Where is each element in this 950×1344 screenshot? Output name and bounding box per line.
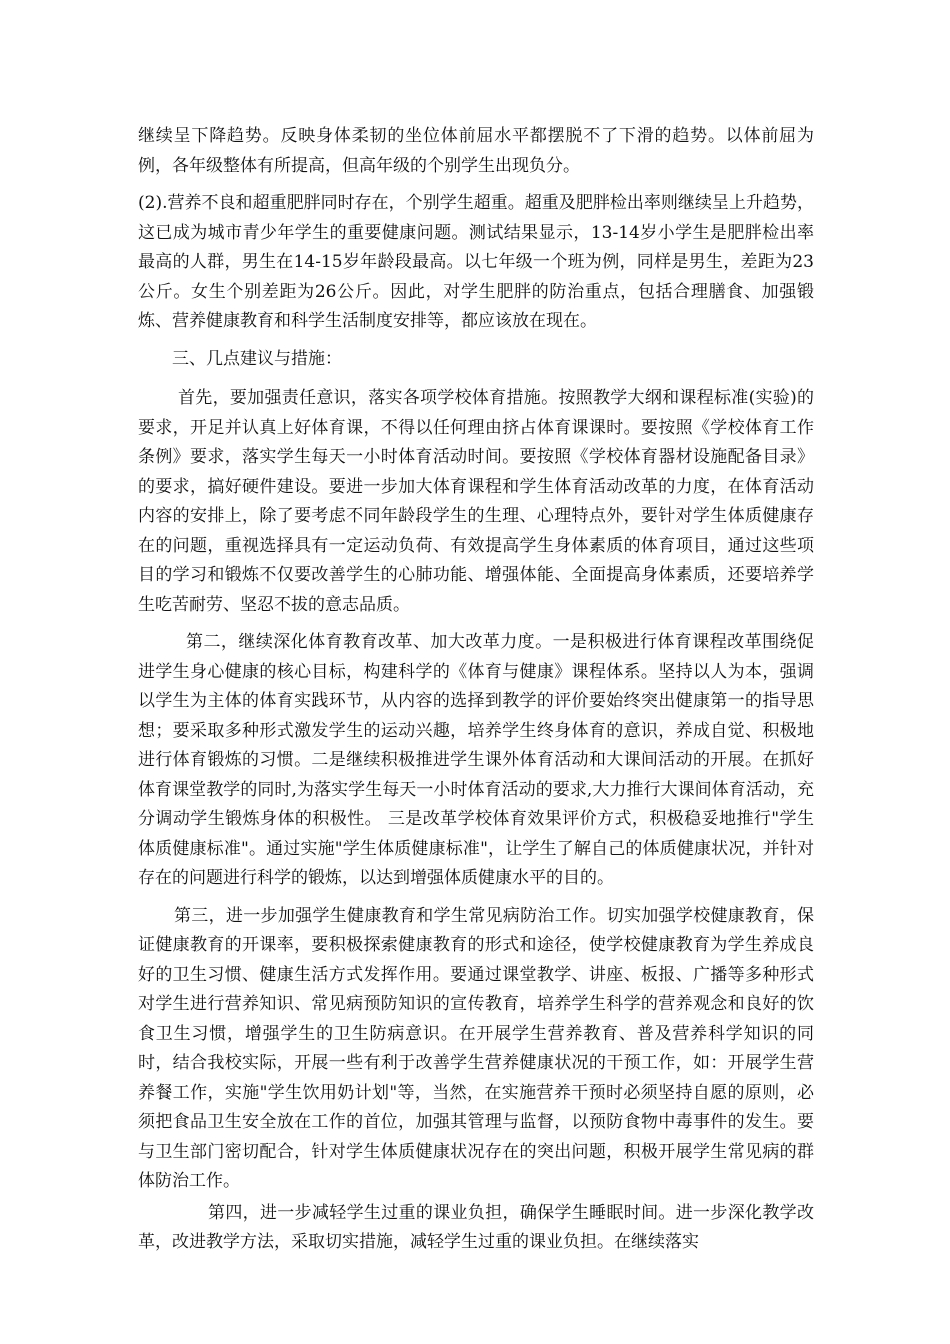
section-heading-suggestions: 三、几点建议与措施： [172, 348, 342, 369]
document-page [138, 122, 814, 1266]
paragraph-first-measure: 首先，要加强责任意识，落实各项学校体育措施。按照教学大纲和课程标准(实验)的要求，开足并认真上好体育课，不得以任何理由挤占体育课课时。要按照《学校体育工作条例》要求，落实学生每天一小时体育活动时间。要按照《学校体育器材设施配备目录》的要求，搞好硬件建设。要进一步加大体育课程和学生体育活动改革的力度，在体育活动内容的安排上，除了要考虑不同年龄段学生的生理、心理特点外，要针对学生体质健康存在的问题，重视选择具有一定运动负荷、有效提高学生身体素质的体育项目，通过这些项目的学习和锻炼不仅要改善学生的心肺功能、增强体能、全面提高身体素质，还要培养学生吃苦耐劳、坚忍不拔的意志品质。 [138, 388, 814, 615]
paragraph-fourth-measure: 第四，进一步减轻学生过重的课业负担，确保学生睡眠时间。进一步深化教学改革，改进教学方法，采取切实措施，减轻学生过重的课业负担。在继续落实 [138, 1202, 814, 1252]
paragraph-obesity: (2).营养不良和超重肥胖同时存在，个别学生超重。超重及肥胖检出率则继续呈上升趋势，这已成为城市青少年学生的重要健康问题。测试结果显示，13-14岁小学生是肥胖检出率最高的人群，男生在14-15岁年龄段最高。以七年级一个班为例，同样是男生，差距为23公斤。女生个别差距为26公斤。因此，对学生肥胖的防治重点，包括合理膳食、加强锻炼、营养健康教育和科学生活制度安排等，都应该放在现在。 [138, 193, 814, 331]
paragraph-flexibility-trend: 继续呈下降趋势。反映身体柔韧的坐位体前屈水平都摆脱不了下滑的趋势。以体前屈为例，各年级整体有所提高，但高年级的个别学生出现负分。 [138, 126, 814, 176]
paragraph-second-measure: 第二，继续深化体育教育改革、加大改革力度。一是积极进行体育课程改革围绕促进学生身心健康的核心目标，构建科学的《体育与健康》课程体系。坚持以人为本，强调以学生为主体的体育实践环节，从内容的选择到教学的评价要始终突出健康第一的指导思想；要采取多种形式激发学生的运动兴趣，培养学生终身体育的意识，养成自觉、积极地进行体育锻炼的习惯。二是继续积极推进学生课外体育活动和大课间活动的开展。在抓好体育课堂教学的同时,为落实学生每天一小时体育活动的要求,大力推行大课间体育活动，充分调动学生锻炼身体的积极性。 三是改革学校体育效果评价方式，积极稳妥地推行"学生体质健康标准"。通过实施"学生体质健康标准"，让学生了解自己的体质健康状况，并针对存在的问题进行科学的锻炼，以达到增强体质健康水平的目的。 [138, 632, 814, 888]
paragraph-third-measure: 第三，进一步加强学生健康教育和学生常见病防治工作。切实加强学校健康教育，保证健康教育的开课率，要积极探索健康教育的形式和途径，使学校健康教育为学生养成良好的卫生习惯、健康生活方式发挥作用。要通过课堂教学、讲座、板报、广播等多种形式对学生进行营养知识、常见病预防知识的宣传教育，培养学生科学的营养观念和良好的饮食卫生习惯，增强学生的卫生防病意识。在开展学生营养教育、普及营养科学知识的同时，结合我校实际，开展一些有利于改善学生营养健康状况的干预工作，如：开展学生营养餐工作，实施"学生饮用奶计划"等，当然，在实施营养干预时必须坚持自愿的原则，必须把食品卫生安全放在工作的首位，加强其管理与监督，以预防食物中毒事件的发生。要与卫生部门密切配合，针对学生体质健康状况存在的突出问题，积极开展学生常见病的群体防治工作。 [138, 905, 814, 1191]
